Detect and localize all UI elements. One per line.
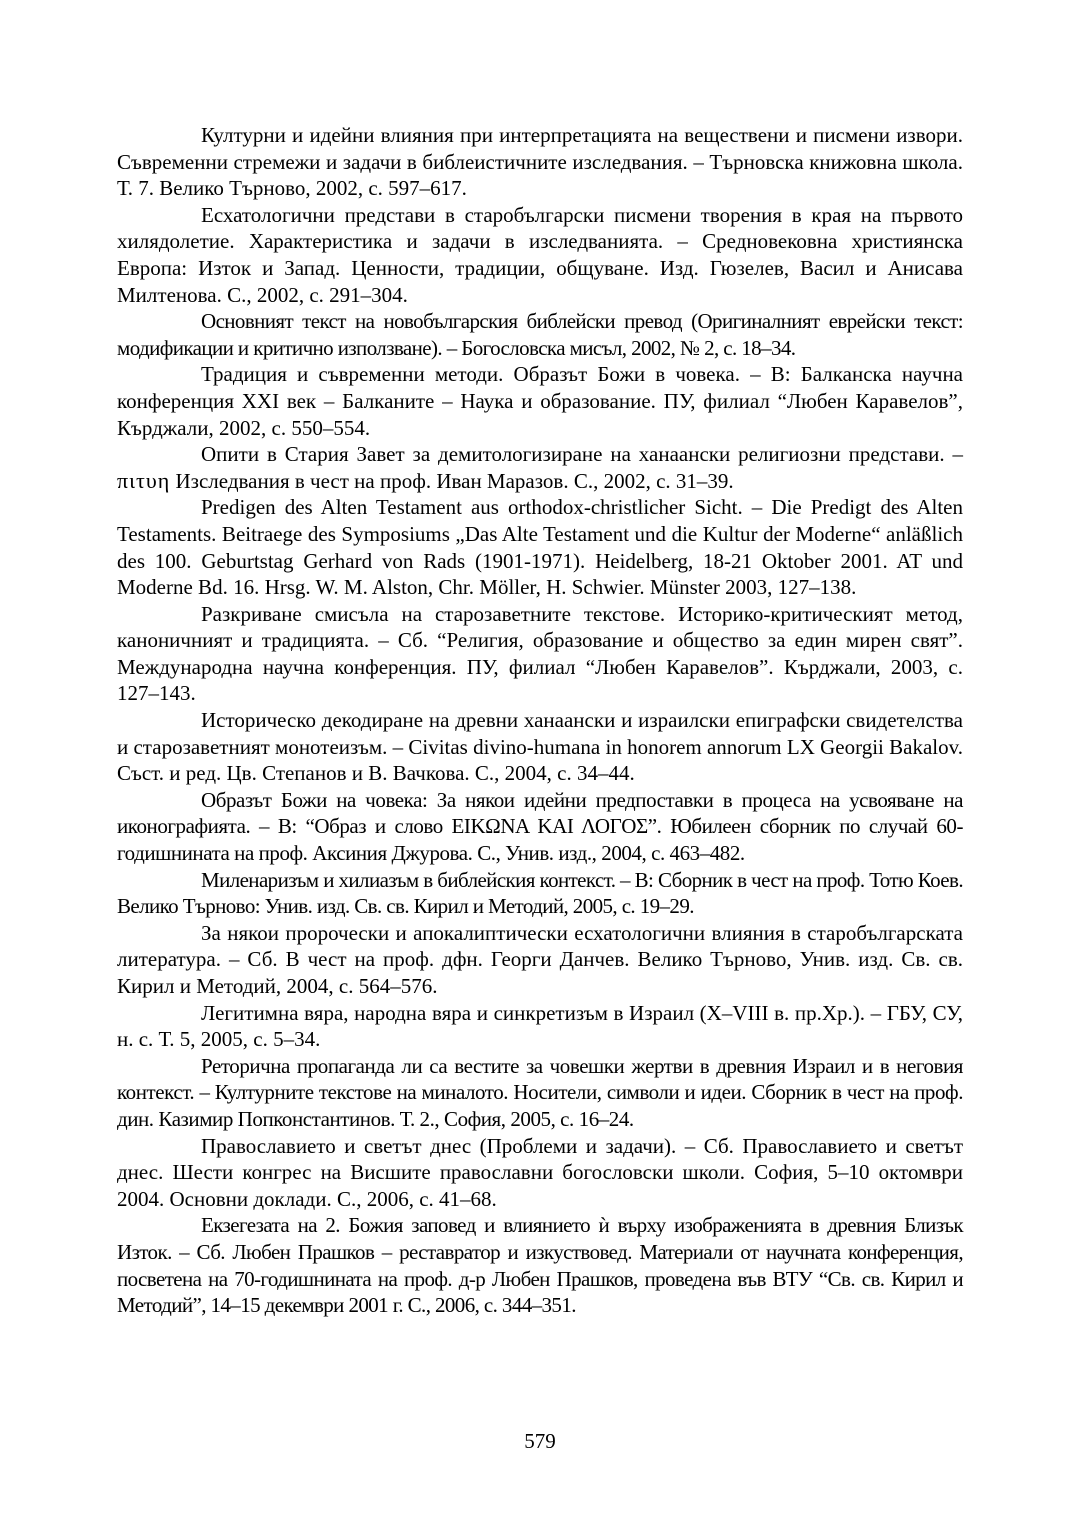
bibliography-entry: Разкриване смисъла на старозаветните текстове. Историко-критическият метод, каноничният и традицията. – Сб. “Религия, образование и общество за един мирен свят”. Международна научна конференция. ПУ, филиал “Любен Каравелов”. Кърджали, 2003, с. 127–143. [117, 601, 963, 706]
bibliography-entry: Основният текст на новобългарския библейски превод (Оригиналният еврейски текст: модификации и критично използване). – Богословска мисъл, 2002, № 2, с. 18–34. [117, 309, 963, 360]
bibliography-entry: Predigen des Alten Testament aus orthodox-christlicher Sicht. – Die Predigt des Alten Testaments. Beitraege des Symposiums „Das Alte Testament und die Kultur der Moderne“ anläßlich des 100. Geburtstag Gerhard von Rads (1901-1971). Heidelberg, 18-21 Oktober 2001. AT und Moderne Bd. 16. Hrsg. W. M. Alston, Chr. Möller, H. Schwier. Münster 2003, 127–138. [117, 495, 963, 600]
bibliography-entry [117, 441, 963, 494]
bibliography-entry: Екзегезата на 2. Божия заповед и влиянието ѝ върху изображенията в древния Близък Изток. – Сб. Любен Прашков – реставратор и изкуствовед. Материали от научната конференция, посветена на 70-годишнината на проф. д-р Любен Прашков, проведена във ВТУ “Св. св. Кирил и Методий”, 14–15 декември 2001 г. С., 2006, с. 344–351. [117, 1213, 963, 1318]
bibliography-entry: Есхатологични представи в старобългарски писмени творения в края на първото хилядолетие. Характеристика и задачи в изследванията. – Средновековна християнска Европа: Изток и Запад. Ценности, традиции, общуване. Изд. Гюзелев, Васил и Анисава Милтенова. С., 2002, с. 291–304. [117, 202, 963, 307]
bibliography-entry: Миленаризъм и хилиазъм в библейския контекст. – В: Сборник в чест на проф. Тотю Коев. Велико Търново: Унив. изд. Св. св. Кирил и Методий, 2005, с. 19–29. [117, 867, 963, 919]
bibliography-entry: Реторична пропаганда ли са вестите за човешки жертви в древния Израил и в неговия контекст. – Културните текстове на миналото. Носители, символи и идеи. Сборник в чест на проф. дин. Казимир Попконстантинов. Т. 2., София, 2005, с. 16–24. [117, 1053, 963, 1131]
entry-text: Изследвания в чест на проф. Иван Маразов. С., 2002, с. 31–39. [170, 468, 734, 493]
bibliography-entry: Православието и светът днес (Проблеми и задачи). – Сб. Православието и светът днес. Шести конгрес на Висшите православни богословски школи. София, 5–10 октомври 2004. Основни доклади. С., 2006, с. 41–68. [117, 1133, 963, 1211]
bibliography-page [117, 122, 963, 1319]
bibliography-entry: Образът Божи на човека: За някои идейни предпоставки в процеса на усвояване на иконографията. – В: “Образ и слово ΕΙΚΩΝΑ ΚΑΙ ΛΟΓΟΣ”. Юбилеен сборник по случай 60-годишнината на проф. Аксиния Джурова. С., Унив. изд., 2004, с. 463–482. [117, 787, 963, 866]
greek-title: πιτυη [117, 467, 171, 493]
bibliography-entry: Традиция и съвременни методи. Образът Божи в човека. – В: Балканска научна конференция XXI век – Балканите – Наука и образование. ПУ, филиал “Любен Каравелов”, Кърджали, 2002, с. 550–554. [117, 362, 963, 440]
bibliography-entry: За някои пророчески и апокалиптически есхатологични влияния в старобългарската литература. – Сб. В чест на проф. дфн. Георги Данчев. Велико Търново, Унив. изд. Св. св. Кирил и Методий, 2004, с. 564–576. [117, 920, 963, 998]
page-number: 579 [524, 1429, 556, 1453]
bibliography-entry: Легитимна вяра, народна вяра и синкретизъм в Израил (X–VIII в. пр.Хр.). – ГБУ, СУ, н. с. Т. 5, 2005, с. 5–34. [117, 1000, 963, 1052]
entry-text: Опити в Стария Завет за демитологизиране на ханаански религиозни представи. – [201, 442, 963, 467]
bibliography-entry: Историческо декодиране на древни ханаански и израилски епиграфски свидетелства и старозаветният монотеизъм. – Civitas divino-humana in honorem annorum LX Georgii Bakalov. Съст. и ред. Цв. Степанов и В. Вачкова. С., 2004, с. 34–44. [117, 708, 964, 786]
bibliography-entry: Културни и идейни влияния при интерпретацията на веществени и писмени извори. Съвременни стремежи и задачи в библеистичните изследвания. – Търновска книжовна школа. Т. 7. Велико Търново, 2002, с. 597–617. [117, 123, 963, 201]
